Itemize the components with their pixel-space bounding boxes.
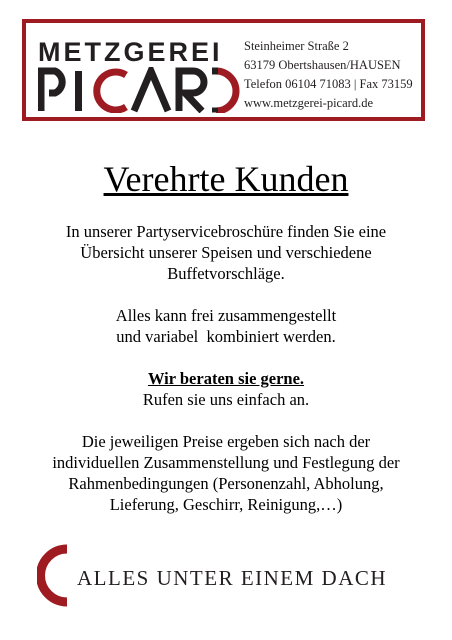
paragraph-combination: [0, 305, 452, 347]
address-block: [244, 37, 413, 113]
footer-slogan: ALLES UNTER EINEM DACH: [77, 566, 388, 590]
logo-picard-wordmark: [38, 67, 243, 113]
text-line: Alles kann frei zusammengestellt: [115, 306, 337, 325]
text-line: In unserer Partyservicebroschüre finden Sie eine: [65, 222, 387, 241]
logo-text-metzgerei: METZGEREI: [38, 37, 223, 67]
text-line: Übersicht unserer Speisen und verschiedene: [80, 243, 372, 262]
address-web[interactable]: www.metzgerei-picard.de: [244, 96, 373, 110]
main-content: [0, 221, 452, 536]
text-line: Buffetvorschläge.: [167, 264, 285, 283]
advice-heading: Wir beraten sie gerne.: [147, 369, 305, 388]
paragraph-advice: [0, 368, 452, 410]
header-box: [22, 19, 425, 121]
text-line: Rufen sie uns einfach an.: [142, 390, 310, 409]
page-title: Verehrte Kunden: [103, 159, 349, 199]
address-street: Steinheimer Straße 2: [244, 39, 349, 53]
paragraph-intro: [0, 221, 452, 284]
text-line: Rahmenbedingungen (Personenzahl, Abholung,: [68, 474, 384, 493]
metzgerei-picard-logo: [38, 35, 243, 113]
footer-c-arc-icon: [37, 543, 77, 608]
text-line: und variabel kombiniert werden.: [116, 327, 336, 346]
text-line: Lieferung, Geschirr, Reinigung,…): [109, 495, 343, 514]
paragraph-prices: [0, 431, 452, 515]
text-line: Die jeweiligen Preise ergeben sich nach der: [81, 432, 371, 451]
address-phone: Telefon 06104 71083 | Fax 73159: [244, 77, 413, 91]
address-city: 63179 Obertshausen/HAUSEN: [244, 58, 401, 72]
text-line: individuellen Zusammenstellung und Festlegung der: [52, 453, 400, 472]
